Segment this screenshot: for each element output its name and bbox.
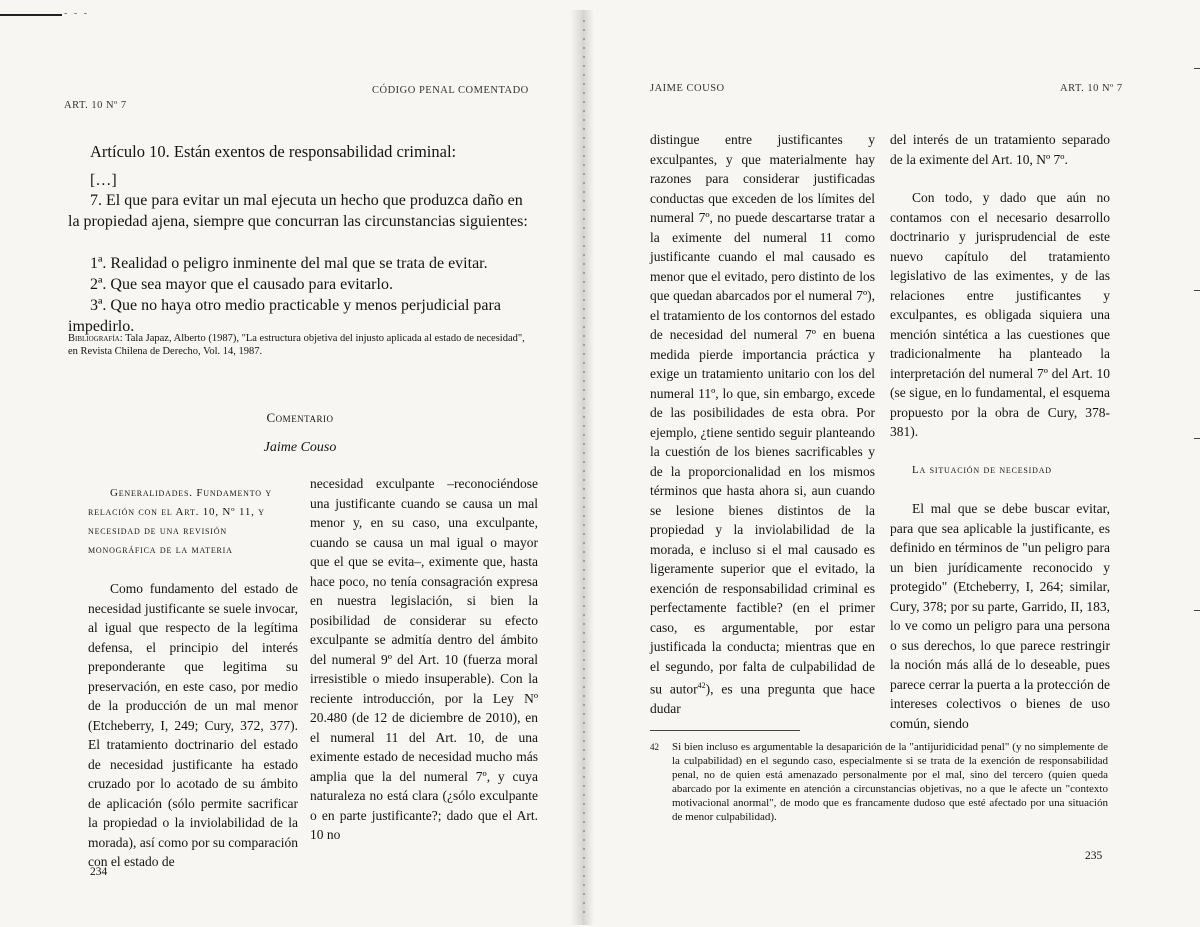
book-gutter <box>570 10 594 925</box>
right-column-1 <box>650 130 875 719</box>
condition-item-1: 1ª. Realidad o peligro inminente del mal que se trata de evitar. <box>90 255 488 272</box>
subsection-heading: Generalidades. Fundamento y relación con el Art. 10, Nº 11, y necesidad de una revisión monográfica de la materia <box>88 487 272 556</box>
bibliography-label: Bibliografía: <box>68 333 123 344</box>
ellipsis: […] <box>90 172 117 189</box>
section-author: Jaime Couso <box>263 440 337 455</box>
page-edge-mark <box>0 14 62 16</box>
bibliography <box>68 333 528 358</box>
page-number-right: 235 <box>1085 850 1103 862</box>
edge-tick <box>1194 290 1200 291</box>
right-col1-text: distingue entre justificantes y exculpantes, y que materialmente hay razones para considerar justificadas conductas que exceden de los límites del numeral 7º, no puede descartarse tratar a la eximente del numeral 11 como justificante cuando el mal causado es menor que el evitado, pero distinto de los que quedan abarcados por el numeral 7º), el tratamiento de los contornos del estado de necesidad del numeral 7º en buena medida pierde importancia práctica y exige un tratamiento unitario con los del numeral 11º, lo que, sin embargo, excede de las posibilidades de esta obra. Por ejemplo, ¿tiene sentido seguir planteando la cuestión de los bienes sacrificables y de la proporcionalidad en los mismos términos que hasta ahora si, aun cuando se lesione bienes distintos de la propiedad y la inviolabilidad de la morada, e incluso si el mal causado es ligeramente superior que el evitado, la exención de responsabilidad criminal es perfectamente factible? (en el primer caso, es argumentable, por estar justificada la conducta; mientras que en el segundo, por falta de culpabilidad de su autor <box>650 132 875 697</box>
right-running-header-article: ART. 10 Nº 7 <box>1060 83 1123 94</box>
right-column-2 <box>890 130 1110 733</box>
left-col1-paragraph: Como fundamento del estado de necesidad justificante se suele invocar, al igual que respecto de la legítima defensa, el principio del interés preponderante que legitima su preservación, en este caso, por medio de la producción de un mal menor (Etcheberry, I, 249; Cury, 372, 377). El tratamiento doctrinario del estado de necesidad justificante ha estado cruzado por lo acotado de su ámbito de aplicación (sólo permite sacrificar la propiedad o la inviolabilidad de la morada), así como por su comparación con el estado de <box>88 581 298 869</box>
condition-item-3: 3ª. Que no haya otro medio practicable y menos perjudicial para impedirlo. <box>68 297 501 335</box>
gutter-binding-marks <box>583 20 585 915</box>
edge-tick <box>1194 438 1200 439</box>
page-number-left: 234 <box>90 866 108 878</box>
left-column-2 <box>310 474 538 845</box>
edge-tick <box>1194 68 1200 69</box>
right-running-header-author: JAIME COUSO <box>650 83 725 94</box>
page-edge-dots: - - - <box>64 8 89 19</box>
edge-tick <box>1194 610 1200 611</box>
paragraph-7: 7. El que para evitar un mal ejecuta un hecho que produzca daño en la propiedad ajena, siempre que concurran las circunstancias siguientes: <box>68 192 528 230</box>
bibliography-text: Tala Japaz, Alberto (1987), "La estructura objetiva del injusto aplicada al estado de necesidad", en Revista Chilena de Derecho, Vol. 14, 1987. <box>68 333 525 357</box>
section-title: Comentario <box>266 410 334 425</box>
right-col2-paragraph-3: El mal que se debe buscar evitar, para que sea aplicable la justificante, es definido en términos de "un peligro para un bien jurídicamente reconocido y protegido" (Etcheberry, I, 264; similar, Cury, 378; por su parte, Garrido, II, 183, lo ve como un peligro para una persona o sus derechos, lo que parece restringir la noción más allá de lo deseable, pues parece cerrar la puerta a la protección de intereses colectivos o bienes de uso común, siendo <box>890 501 1110 731</box>
left-running-header-article: ART. 10 Nº 7 <box>64 100 127 111</box>
left-column-1 <box>88 484 298 872</box>
footnote-text: Si bien incluso es argumentable la desaparición de la "antijuridicidad penal" (y no simplemente de la culpabilidad) en el segundo caso, especialmente si se trata de la exención de responsabilidad penal, no de quien está amenazado personalmente por el mal, sino del tercero (quien queda abarcado por la eximente en atención a circunstancias objetivas, no a que le afecte un "contexto motivacional anormal", de modo que es francamente dudoso que esté afectado por una situación de menor culpabilidad). <box>672 741 1108 823</box>
subsection-heading-necesidad: La situación de necesidad <box>912 463 1052 476</box>
footnote <box>650 740 1110 824</box>
article-title: Artículo 10. Están exentos de responsabilidad criminal: <box>90 142 457 161</box>
footnote-reference: 42 <box>697 681 706 690</box>
condition-item-2: 2ª. Que sea mayor que el causado para evitarlo. <box>90 276 393 293</box>
left-running-header-title: CÓDIGO PENAL COMENTADO <box>372 85 529 96</box>
right-col1-paragraph <box>650 130 875 719</box>
footnote-rule <box>650 730 800 731</box>
right-col2-paragraph-1: del interés de un tratamiento separado de la eximente del Art. 10, Nº 7º. <box>890 132 1110 167</box>
right-col1-text-end: ), es una pregunta que hace dudar <box>650 681 875 716</box>
left-col2-paragraph: necesidad exculpante –reconociéndose una justificante cuando se causa un mal menor y, en su caso, una exculpante, cuando se causa un mal igual o mayor que el que se evita–, eximente que, hasta hace poco, no tenía consagración expresa en nuestra legislación, si bien la posibilidad de considerar su efecto exculpante se admitía dentro del ámbito del numeral 9º del Art. 10 (fuerza moral irresistible o miedo insuperable). Con la reciente introducción, por la Ley Nº 20.480 (de 12 de diciembre de 2010), en el numeral 11 del Art. 10, de una eximente estado de necesidad mucho más amplia que la del numeral 7º, y cuya naturaleza no está clara (¿sólo exculpante o en parte justificante?; dado que el Art. 10 no <box>310 476 538 842</box>
right-col2-paragraph-2: Con todo, y dado que aún no contamos con el necesario desarrollo doctrinario y jurisprudencial de este nuevo capítulo del tratamiento legislativo de las eximentes, y de las relaciones entre justificantes y exculpantes, es obligada siquiera una mención sintética a las cuestiones que tradicionalmente ha planteado la interpretación del numeral 7º del Art. 10 (se sigue, en lo fundamental, el esquema propuesto por la obra de Cury, 378-381). <box>890 190 1110 439</box>
footnote-number: 42 <box>650 742 659 752</box>
